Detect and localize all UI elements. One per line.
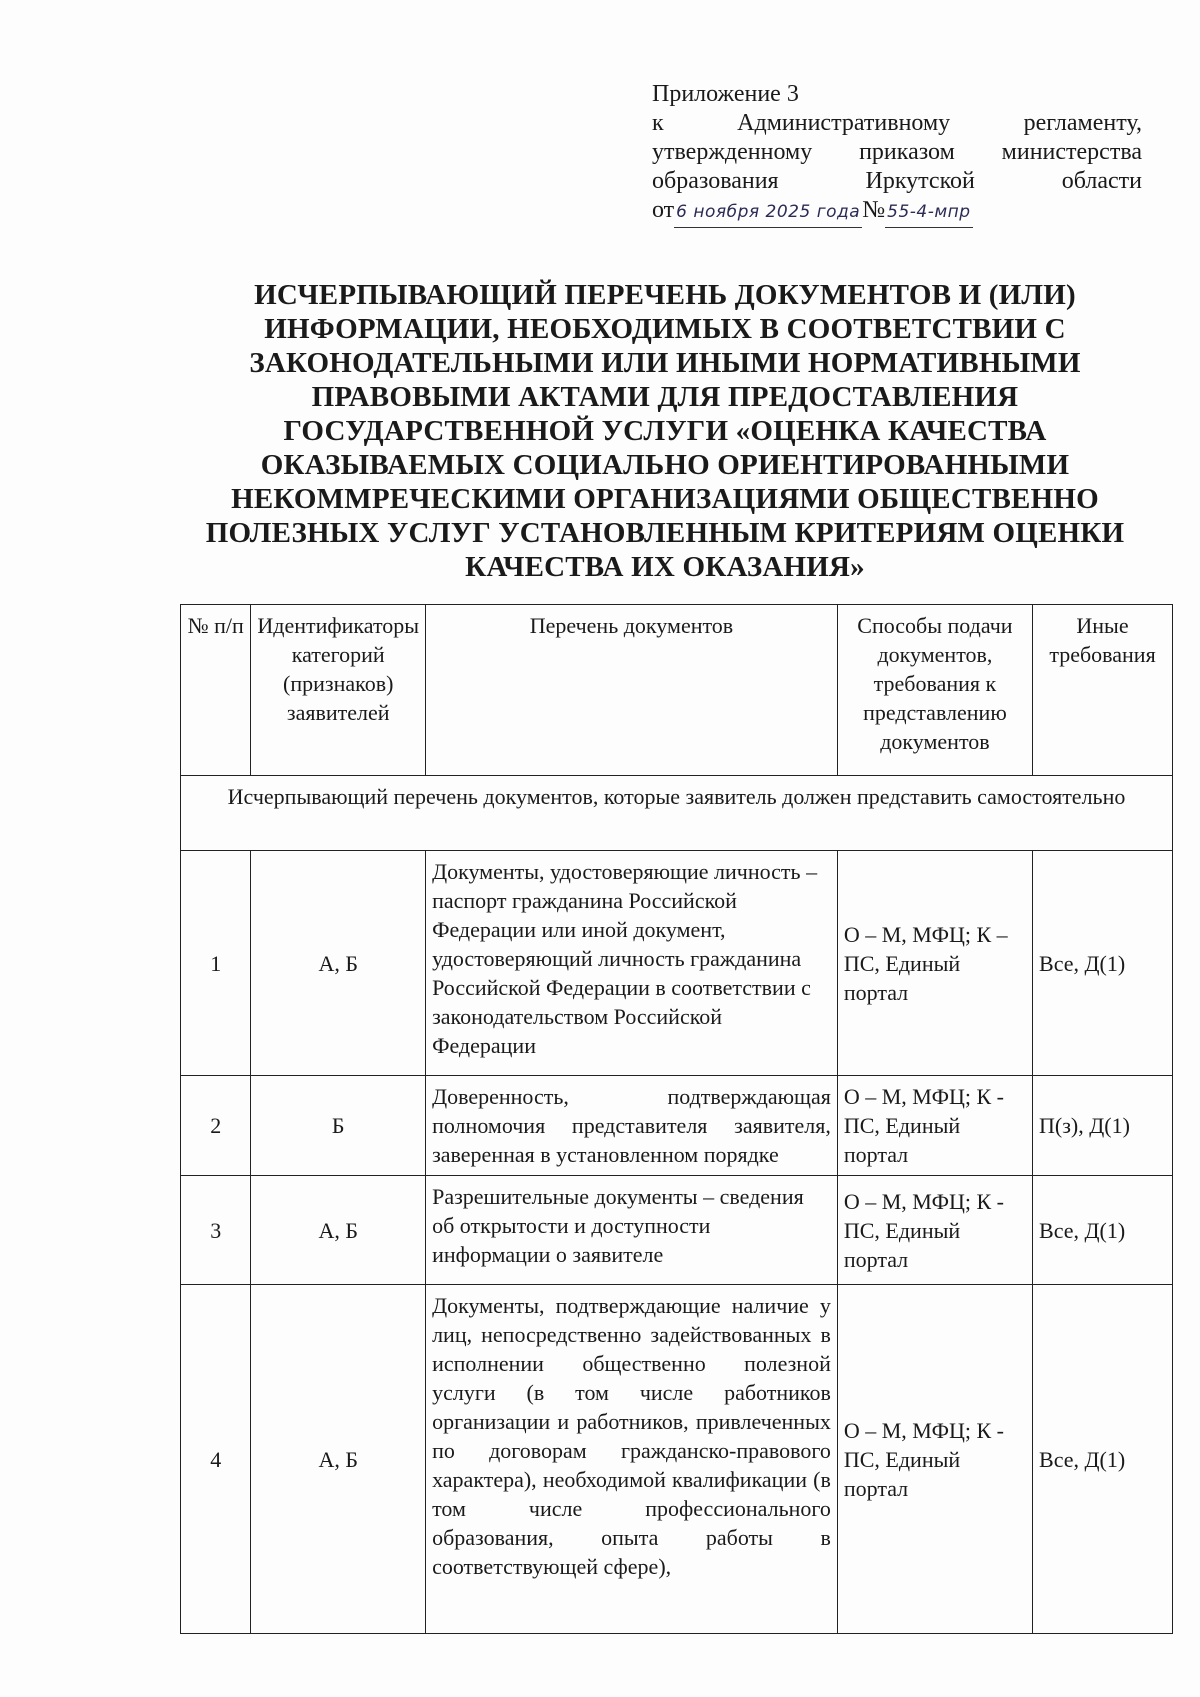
table-row bbox=[181, 1076, 1173, 1176]
row-submission-method: О – М, МФЦ; К – ПС, Единый портал bbox=[837, 851, 1032, 1076]
appendix-word: образования bbox=[652, 168, 779, 194]
row-applicant-ids: А, Б bbox=[251, 851, 426, 1076]
row-submission-method: О – М, МФЦ; К - ПС, Единый портал bbox=[837, 1176, 1032, 1285]
row-number: 3 bbox=[181, 1176, 251, 1285]
header-submission-methods: Способы подачи документов, требования к представлению документов bbox=[837, 605, 1032, 776]
table-row bbox=[181, 851, 1173, 1076]
header-documents-list: Перечень документов bbox=[426, 605, 838, 776]
row-submission-method: О – М, МФЦ; К - ПС, Единый портал bbox=[837, 1076, 1032, 1176]
row-documents: Разрешительные документы – сведения об открытости и доступности информации о заявителе bbox=[426, 1176, 838, 1285]
appendix-word: области bbox=[1061, 168, 1142, 194]
header-number: № п/п bbox=[181, 605, 251, 776]
appendix-word: министерства bbox=[1001, 139, 1142, 165]
handwritten-date: 6 ноября 2025 года bbox=[674, 198, 862, 228]
row-other-requirements: Все, Д(1) bbox=[1033, 1285, 1173, 1634]
row-documents: Документы, удостоверяющие личность – паспорт гражданина Российской Федерации или иной документ, удостоверяющий личность гражданина Российской Федерации в соответствии с законодательством Российской Федерации bbox=[426, 851, 838, 1076]
row-other-requirements: Все, Д(1) bbox=[1033, 1176, 1173, 1285]
document-title: ИСЧЕРПЫВАЮЩИЙ ПЕРЕЧЕНЬ ДОКУМЕНТОВ И (ИЛИ) ИНФОРМАЦИИ, НЕОБХОДИМЫХ В СООТВЕТСТВИИ С ЗАКОНОДАТЕЛЬНЫМИ ИЛИ ИНЫМИ НОРМАТИВНЫМИ ПРАВОВЫМИ АКТАМИ ДЛЯ ПРЕДОСТАВЛЕНИЯ ГОСУДАРСТВЕННОЙ УСЛУГИ «ОЦЕНКА КАЧЕСТВА ОКАЗЫВАЕМЫХ СОЦИАЛЬНО ОРИЕНТИРОВАННЫМИ НЕКОММРЕЧЕСКИМИ ОРГАНИЗАЦИЯМИ ОБЩЕСТВЕННО ПОЛЕЗНЫХ УСЛУГ УСТАНОВЛЕННЫМ КРИТЕРИЯМ ОЦЕНКИ КАЧЕСТВА ИХ ОКАЗАНИЯ» bbox=[205, 279, 1125, 583]
row-other-requirements: Все, Д(1) bbox=[1033, 851, 1173, 1076]
header-applicant-ids: Идентификаторы категорий (признаков) заявителей bbox=[251, 605, 426, 776]
row-applicant-ids: Б bbox=[251, 1076, 426, 1176]
row-submission-method: О – М, МФЦ; К - ПС, Единый портал bbox=[837, 1285, 1032, 1634]
row-number: 4 bbox=[181, 1285, 251, 1634]
header-other-requirements: Иные требования bbox=[1033, 605, 1173, 776]
handwritten-order-number: 55-4-мпр bbox=[885, 198, 972, 228]
appendix-line-4 bbox=[652, 167, 1142, 196]
table-row bbox=[181, 1285, 1173, 1634]
row-number: 1 bbox=[181, 851, 251, 1076]
table-header-row bbox=[181, 605, 1173, 776]
row-documents: Доверенность, подтверждающая полномочия представителя заявителя, заверенная в установленном порядке bbox=[426, 1076, 838, 1176]
appendix-word: Административному bbox=[737, 110, 951, 136]
appendix-line-3 bbox=[652, 138, 1142, 167]
order-date-line bbox=[652, 196, 1142, 228]
section-label: Исчерпывающий перечень документов, которые заявитель должен представить самостоятельно bbox=[181, 776, 1173, 851]
appendix-word: регламенту, bbox=[1023, 110, 1142, 136]
table-section-row bbox=[181, 776, 1173, 851]
appendix-word: утвержденному bbox=[652, 139, 813, 165]
appendix-header bbox=[652, 80, 1142, 228]
documents-table bbox=[180, 604, 1173, 1634]
table-row bbox=[181, 1176, 1173, 1285]
appendix-label: Приложение 3 bbox=[652, 81, 799, 107]
from-prefix: от bbox=[652, 197, 675, 223]
row-other-requirements: П(з), Д(1) bbox=[1033, 1076, 1173, 1176]
row-applicant-ids: А, Б bbox=[251, 1285, 426, 1634]
row-number: 2 bbox=[181, 1076, 251, 1176]
row-applicant-ids: А, Б bbox=[251, 1176, 426, 1285]
appendix-word: Иркутской bbox=[865, 168, 975, 194]
appendix-line-2 bbox=[652, 109, 1142, 138]
appendix-word: к bbox=[652, 110, 664, 136]
appendix-word: приказом bbox=[859, 139, 955, 165]
row-documents: Документы, подтверждающие наличие у лиц, непосредственно задействованных в исполнении общественно полезной услуги (в том числе работников организации и работников, привлеченных по договорам гражданско-правового характера), необходимой квалификации (в том числе профессионального образования, опыта работы в соответствующей сфере), bbox=[426, 1285, 838, 1634]
number-sign: № bbox=[862, 197, 886, 223]
